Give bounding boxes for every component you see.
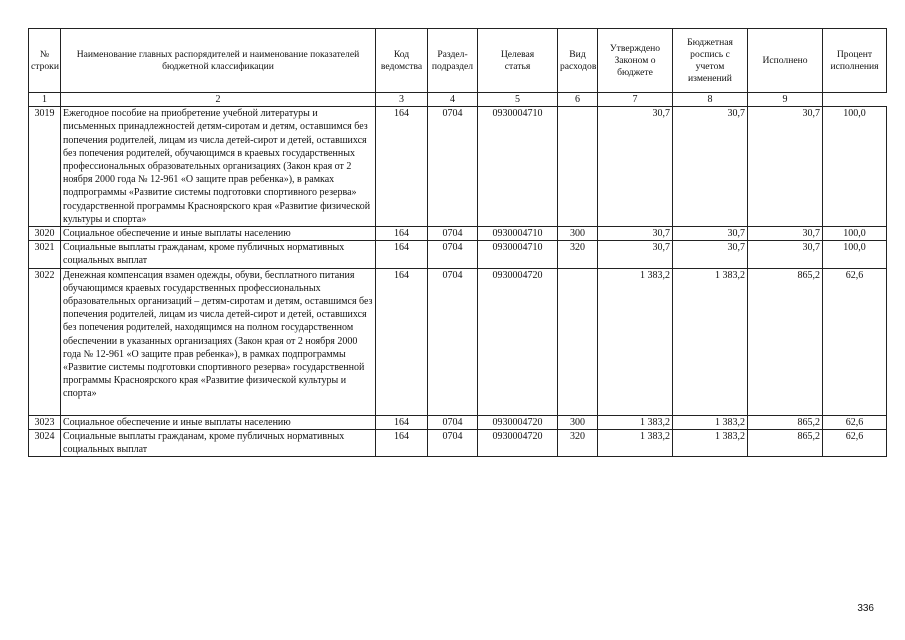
table-row xyxy=(29,429,887,456)
execution-percent: 62,6 xyxy=(823,429,887,456)
row-description: Ежегодное пособие на приобретение учебной литературы и письменных принадлежностей детям-сиротам и детям, оставшимся без попечения родителей, лицам из числа детей-сирот и детей, оставшихся без попечения родителей, обучающимся в краевых государственных профессиональных образовательных организациях (Закон края от 2 ноября 2000 года № 12-961 «О защите прав ребенка»), в рамках подпрограммы «Развитие системы подготовки спортивного резерва» государственной программы Красноярского края «Развитие физической культуры и спорта» xyxy=(61,107,376,227)
column-number: 6 xyxy=(558,93,598,107)
dept-code: 164 xyxy=(376,107,428,227)
execution-percent: 100,0 xyxy=(823,241,887,268)
row-number: 3023 xyxy=(29,415,61,429)
row-number: 3024 xyxy=(29,429,61,456)
column-number: 8 xyxy=(673,93,748,107)
expense-type-code: 320 xyxy=(558,429,598,456)
row-number: 3022 xyxy=(29,268,61,415)
row-description: Социальное обеспечение и иные выплаты населению xyxy=(61,415,376,429)
table-row xyxy=(29,415,887,429)
approved-amount: 30,7 xyxy=(598,227,673,241)
approved-amount: 30,7 xyxy=(598,241,673,268)
column-number: 3 xyxy=(376,93,428,107)
section-code: 0704 xyxy=(428,241,478,268)
column-number-row xyxy=(29,93,887,107)
executed-amount: 865,2 xyxy=(748,415,823,429)
executed-amount: 30,7 xyxy=(748,241,823,268)
header-expense-type: Вид расходов xyxy=(558,29,598,93)
column-number: 4 xyxy=(428,93,478,107)
section-code: 0704 xyxy=(428,107,478,227)
schedule-amount: 1 383,2 xyxy=(673,429,748,456)
approved-amount: 1 383,2 xyxy=(598,415,673,429)
dept-code: 164 xyxy=(376,241,428,268)
target-item-code: 0930004720 xyxy=(478,415,558,429)
section-code: 0704 xyxy=(428,429,478,456)
row-description: Социальное обеспечение и иные выплаты населению xyxy=(61,227,376,241)
header-row-no: № строки xyxy=(29,29,61,93)
execution-percent: 62,6 xyxy=(823,268,887,415)
header-name: Наименование главных распорядителей и наименование показателей бюджетной классификации xyxy=(61,29,376,93)
header-target-item: Целевая статья xyxy=(478,29,558,93)
budget-execution-table xyxy=(28,28,887,457)
execution-percent: 62,6 xyxy=(823,415,887,429)
column-number: 1 xyxy=(29,93,61,107)
dept-code: 164 xyxy=(376,268,428,415)
schedule-amount: 30,7 xyxy=(673,107,748,227)
header-section: Раздел-подраздел xyxy=(428,29,478,93)
column-number: 5 xyxy=(478,93,558,107)
page-number: 336 xyxy=(857,603,874,614)
target-item-code: 0930004710 xyxy=(478,241,558,268)
row-number: 3019 xyxy=(29,107,61,227)
header-dept-code: Код ведомства xyxy=(376,29,428,93)
dept-code: 164 xyxy=(376,227,428,241)
column-number: 2 xyxy=(61,93,376,107)
expense-type-code xyxy=(558,107,598,227)
table-row xyxy=(29,268,887,415)
header-percent: Процент исполнения xyxy=(823,29,887,93)
header-row xyxy=(29,29,887,93)
schedule-amount: 30,7 xyxy=(673,241,748,268)
dept-code: 164 xyxy=(376,429,428,456)
column-number: 7 xyxy=(598,93,673,107)
header-budget-schedule: Бюджетная роспись с учетом изменений xyxy=(673,29,748,93)
header-approved: Утверждено Законом о бюджете xyxy=(598,29,673,93)
executed-amount: 30,7 xyxy=(748,227,823,241)
approved-amount: 1 383,2 xyxy=(598,268,673,415)
row-description: Социальные выплаты гражданам, кроме публичных нормативных социальных выплат xyxy=(61,429,376,456)
row-description: Социальные выплаты гражданам, кроме публичных нормативных социальных выплат xyxy=(61,241,376,268)
header-executed: Исполнено xyxy=(748,29,823,93)
column-number: 9 xyxy=(748,93,823,107)
expense-type-code: 300 xyxy=(558,415,598,429)
approved-amount: 1 383,2 xyxy=(598,429,673,456)
schedule-amount: 1 383,2 xyxy=(673,268,748,415)
section-code: 0704 xyxy=(428,415,478,429)
table-row xyxy=(29,241,887,268)
executed-amount: 865,2 xyxy=(748,429,823,456)
schedule-amount: 1 383,2 xyxy=(673,415,748,429)
target-item-code: 0930004720 xyxy=(478,268,558,415)
target-item-code: 0930004710 xyxy=(478,107,558,227)
target-item-code: 0930004710 xyxy=(478,227,558,241)
execution-percent: 100,0 xyxy=(823,107,887,227)
dept-code: 164 xyxy=(376,415,428,429)
row-number: 3020 xyxy=(29,227,61,241)
section-code: 0704 xyxy=(428,268,478,415)
expense-type-code xyxy=(558,268,598,415)
execution-percent: 100,0 xyxy=(823,227,887,241)
schedule-amount: 30,7 xyxy=(673,227,748,241)
approved-amount: 30,7 xyxy=(598,107,673,227)
row-number: 3021 xyxy=(29,241,61,268)
expense-type-code: 300 xyxy=(558,227,598,241)
target-item-code: 0930004720 xyxy=(478,429,558,456)
expense-type-code: 320 xyxy=(558,241,598,268)
executed-amount: 865,2 xyxy=(748,268,823,415)
table-row xyxy=(29,227,887,241)
table-row xyxy=(29,107,887,227)
row-description: Денежная компенсация взамен одежды, обуви, бесплатного питания обучающимся краевых государственных профессиональных образовательных организаций – детям-сиротам и детям, оставшимся без попечения родителей, лицам из числа детей-сирот и детей, оставшихся без попечения родителей, находящимся на полном государственном обеспечении в указанных организациях (Закон края от 2 ноября 2000 года № 12-961 «О защите прав ребенка»), в рамках подпрограммы «Развитие системы подготовки спортивного резерва» государственной программы Красноярского края «Развитие физической культуры и спорта» xyxy=(61,268,376,415)
section-code: 0704 xyxy=(428,227,478,241)
executed-amount: 30,7 xyxy=(748,107,823,227)
